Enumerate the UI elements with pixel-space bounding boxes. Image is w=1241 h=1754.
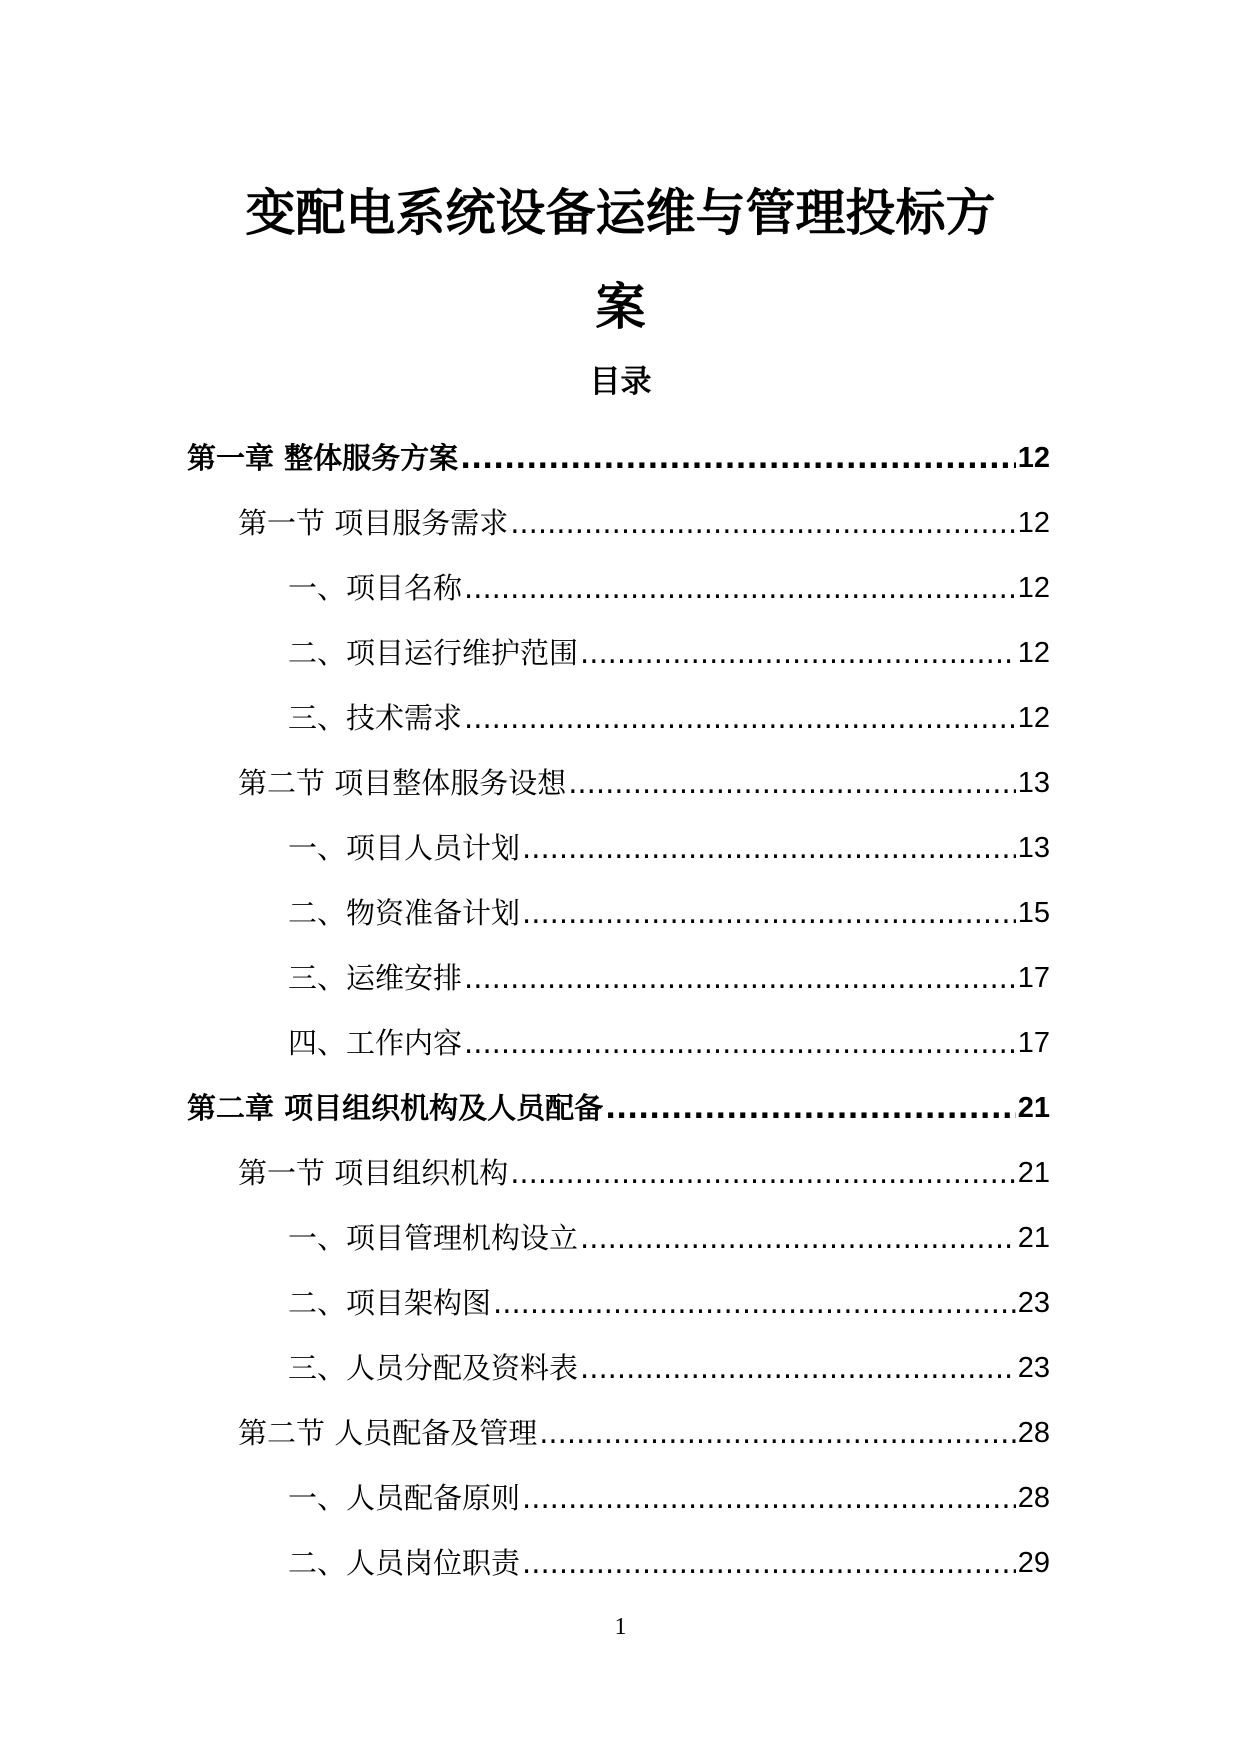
toc-dot-leader [568,763,1016,803]
toc-entry-label: 三、人员分配及资料表 [288,1350,579,1385]
toc-entry[interactable] [0,490,1241,555]
toc-entry-page: 12 [1017,701,1050,734]
toc-entry[interactable] [0,1075,1241,1140]
toc-entry[interactable] [0,750,1241,815]
toc-dot-leader [464,698,1016,738]
toc-entry-label: 一、项目名称 [288,570,463,605]
toc-entry-label: 三、技术需求 [288,700,463,735]
toc-dot-leader [522,1478,1016,1518]
toc-dot-leader [464,1023,1016,1063]
toc-dot-leader [522,828,1016,868]
toc-entry-page: 12 [1017,571,1050,604]
toc-entry-page: 13 [1017,766,1050,799]
toc-entry[interactable] [0,1140,1241,1205]
toc-entry-label: 第二章 项目组织机构及人员配备 [187,1090,604,1125]
toc-entry[interactable] [0,1335,1241,1400]
toc-entry-page: 28 [1017,1416,1050,1449]
toc-dot-leader [510,1153,1016,1193]
toc-entry-page: 29 [1017,1546,1050,1579]
toc-entry-label: 一、项目人员计划 [288,830,521,865]
toc-entry[interactable] [0,1270,1241,1335]
toc-entry-page: 17 [1017,1026,1050,1059]
toc-entry-page: 13 [1017,831,1050,864]
toc-entry-page: 23 [1017,1286,1050,1319]
toc-entry-page: 28 [1017,1481,1050,1514]
toc-entry[interactable] [0,815,1241,880]
toc-entry[interactable] [0,685,1241,750]
toc-dot-leader [539,1413,1016,1453]
page-number: 1 [614,1614,627,1640]
toc-entry-label: 第一节 项目组织机构 [238,1155,509,1190]
toc-entry-label: 四、工作内容 [288,1025,463,1060]
table-of-contents [0,425,1241,1595]
toc-entry-label: 二、项目运行维护范围 [288,635,579,670]
toc-dot-leader [522,893,1016,933]
toc-entry[interactable] [0,1205,1241,1270]
toc-entry-label: 二、人员岗位职责 [288,1545,521,1580]
toc-dot-leader [580,1348,1016,1388]
toc-entry-label: 三、运维安排 [288,960,463,995]
toc-entry-page: 12 [1017,506,1050,539]
document-title-continuation: 案 [595,278,646,336]
toc-entry-page: 21 [1017,1091,1050,1124]
toc-entry[interactable] [0,425,1241,490]
toc-dot-leader [522,1543,1016,1583]
toc-dot-leader [510,503,1016,543]
toc-dot-leader [580,633,1016,673]
document-title: 变配电系统设备运维与管理投标方 [245,184,996,242]
toc-entry-page: 12 [1017,441,1050,474]
toc-entry[interactable] [0,1400,1241,1465]
toc-dot-leader [493,1283,1016,1323]
toc-entry-label: 第一章 整体服务方案 [187,440,459,475]
toc-heading: 目录 [589,364,652,400]
toc-entry-page: 21 [1017,1221,1050,1254]
toc-entry-label: 第二节 人员配备及管理 [238,1415,538,1450]
toc-entry[interactable] [0,945,1241,1010]
toc-entry-page: 23 [1017,1351,1050,1384]
toc-entry-label: 第二节 项目整体服务设想 [238,765,567,800]
toc-entry[interactable] [0,1465,1241,1530]
toc-entry-label: 一、人员配备原则 [288,1480,521,1515]
toc-entry-label: 二、项目架构图 [288,1285,492,1320]
toc-entry[interactable] [0,555,1241,620]
toc-entry[interactable] [0,620,1241,685]
toc-entry-page: 12 [1017,636,1050,669]
toc-dot-leader [580,1218,1016,1258]
toc-dot-leader [464,568,1016,608]
toc-entry[interactable] [0,880,1241,945]
toc-entry-label: 一、项目管理机构设立 [288,1220,579,1255]
toc-entry-page: 15 [1017,896,1050,929]
toc-entry-page: 17 [1017,961,1050,994]
toc-dot-leader [605,1088,1016,1128]
toc-dot-leader [460,438,1016,478]
toc-entry-label: 第一节 项目服务需求 [238,505,509,540]
toc-entry-label: 二、物资准备计划 [288,895,521,930]
toc-entry-page: 21 [1017,1156,1050,1189]
toc-entry[interactable] [0,1530,1241,1595]
toc-entry[interactable] [0,1010,1241,1075]
toc-dot-leader [464,958,1016,998]
